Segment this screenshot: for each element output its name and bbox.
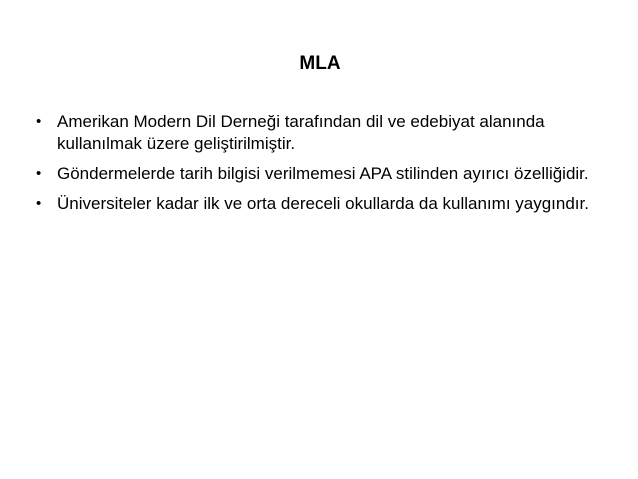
bullet-marker: • [36, 165, 42, 182]
bullet-item [36, 111, 596, 155]
bullet-item [36, 163, 596, 185]
bullet-marker: • [36, 113, 42, 130]
bullet-text: Amerikan Modern Dil Derneği tarafından dil ve edebiyat alanında kullanılmak üzere geliştirilmiştir. [57, 112, 545, 153]
slide-title: MLA [299, 53, 341, 74]
bullet-text: Üniversiteler kadar ilk ve orta dereceli okullarda da kullanımı yaygındır. [57, 194, 589, 213]
bullet-list [36, 111, 596, 223]
bullet-item [36, 193, 596, 215]
bullet-marker: • [36, 195, 42, 212]
bullet-text: Göndermelerde tarih bilgisi verilmemesi APA stilinden ayırıcı özelliğidir. [57, 164, 589, 183]
